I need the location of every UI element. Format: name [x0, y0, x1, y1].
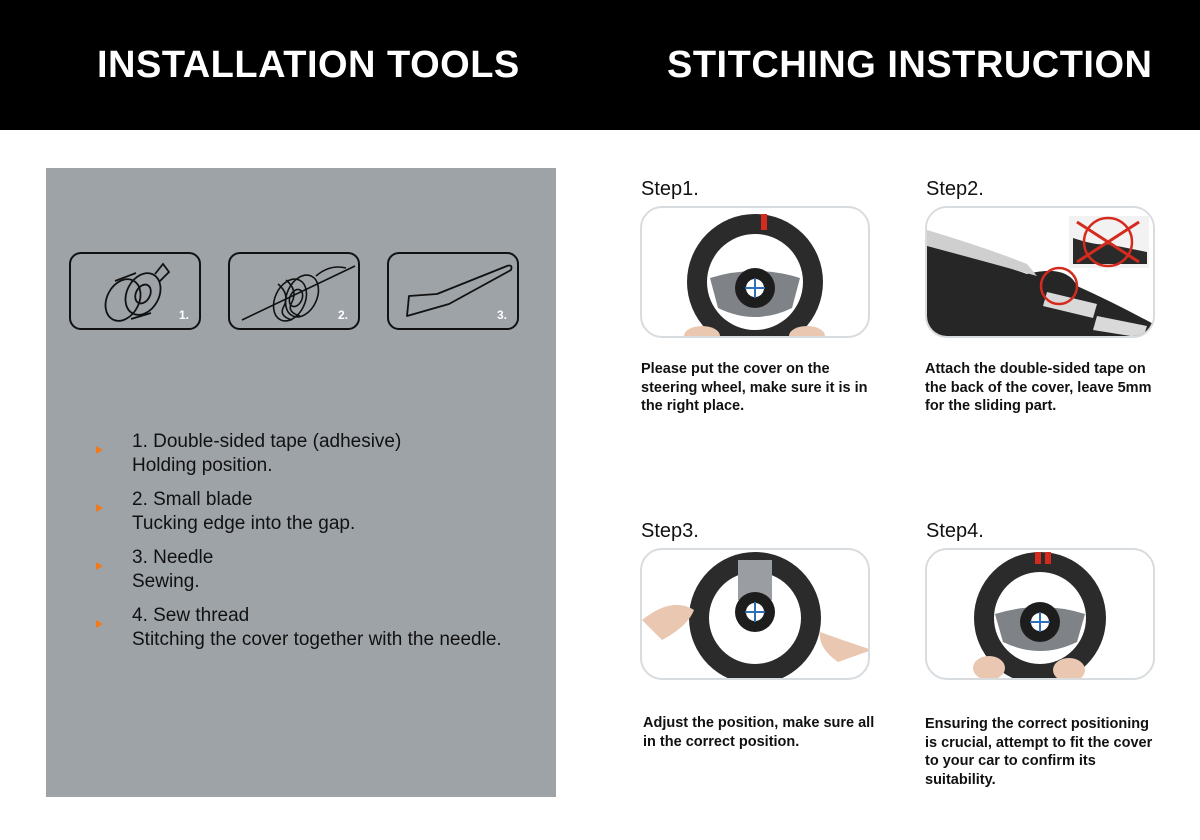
fitted-wheel-photo	[927, 550, 1155, 680]
steering-wheel-photo	[642, 208, 870, 338]
tool-name: 4. Sew thread	[132, 605, 250, 626]
step4-description: Ensuring the correct positioning is crucial, attempt to fit the cover to your car to confirm its suitability.	[925, 716, 1153, 788]
tool-description: Stitching the cover together with the needle.	[132, 629, 502, 650]
step4-label: Step4.	[926, 520, 984, 542]
tool-card-tape	[69, 252, 201, 330]
tool-number: 1.	[178, 308, 189, 322]
tool-description: Sewing.	[132, 571, 200, 592]
step2-image	[925, 206, 1155, 338]
stitching-instruction-title: STITCHING INSTRUCTION	[667, 44, 1153, 86]
step3-label: Step3.	[641, 520, 699, 542]
installation-tools-title: INSTALLATION TOOLS	[97, 44, 520, 86]
tool-card-blade	[387, 252, 519, 330]
tool-name: 2. Small blade	[132, 489, 253, 510]
tool-description: Holding position.	[132, 455, 273, 476]
bullet-arrow-icon	[96, 620, 103, 628]
adjust-cover-photo	[642, 550, 870, 680]
step3-image	[640, 548, 870, 680]
tape-attach-photo	[927, 208, 1155, 338]
tool-name: 3. Needle	[132, 547, 214, 568]
header-bar	[0, 0, 1200, 130]
step2-label: Step2.	[926, 178, 984, 200]
tool-number: 2.	[337, 308, 348, 322]
step1-label: Step1.	[641, 178, 699, 200]
step1-description: Please put the cover on the steering wheel, make sure it is in the right place.	[641, 361, 868, 414]
bullet-arrow-icon	[96, 504, 103, 512]
step1-image	[640, 206, 870, 338]
tool-number: 3.	[496, 308, 507, 322]
step4-image	[925, 548, 1155, 680]
step2-description: Attach the double-sided tape on the back of the cover, leave 5mm for the sliding part.	[925, 361, 1152, 414]
installation-tools-panel	[46, 168, 556, 797]
tool-card-thread	[228, 252, 360, 330]
bullet-arrow-icon	[96, 446, 103, 454]
tool-description: Tucking edge into the gap.	[132, 513, 356, 534]
step3-description: Adjust the position, make sure all in the correct position.	[643, 715, 875, 750]
tool-name: 1. Double-sided tape (adhesive)	[132, 431, 402, 452]
bullet-arrow-icon	[96, 562, 103, 570]
